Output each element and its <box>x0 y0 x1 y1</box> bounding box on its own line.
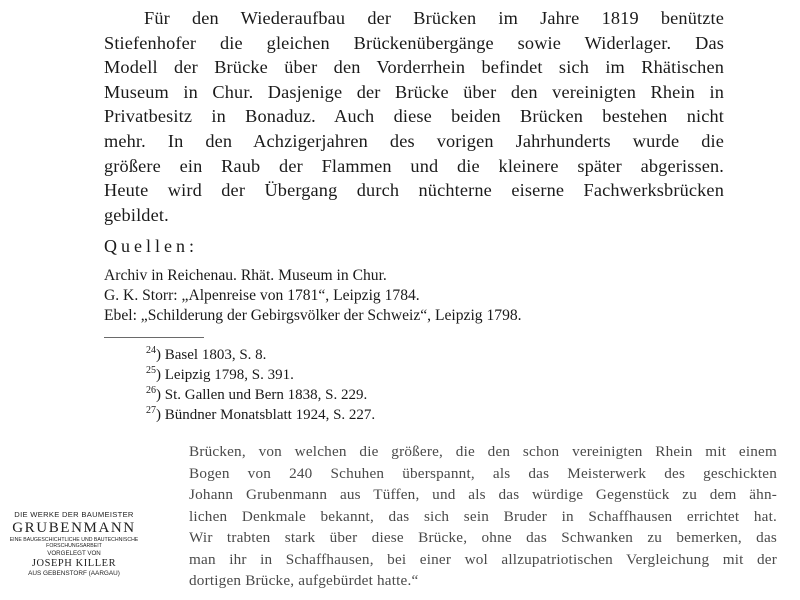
quote-line: Wir trabten stark über diese Brücke, ohne das Schwanken zu bemerken, das <box>189 529 777 546</box>
quote-line: Johann Grubenmann aus Tüffen, und als das würdige Gegenstück zu dem ähn- <box>189 486 777 503</box>
sources-heading: Quellen: <box>104 236 198 256</box>
footnote-text: ) Leipzig 1798, S. 391. <box>156 367 294 383</box>
stamp-main-title: GRUBENMANN <box>12 520 136 536</box>
quote-line: Bogen von 240 Schuhen überspannt, als das Meisterwerk des geschickten <box>189 464 777 482</box>
paragraph-line: größere ein Raub der Flammen und die kleinere später abgerissen. <box>104 155 724 176</box>
paragraph-line: mehr. In den Achzigerjahren des vorigen Jahrhunderts wurde die <box>104 130 724 151</box>
stamp-author: JOSEPH KILLER <box>31 558 117 569</box>
footnote <box>146 385 375 405</box>
book-stamp <box>4 510 144 578</box>
source-item: Ebel: „Schilderung der Gebirgsvölker der Schweiz“, Leipzig 1798. <box>104 307 522 324</box>
main-paragraph <box>104 6 724 227</box>
footnote-text: ) Bündner Monatsblatt 1924, S. 227. <box>156 407 376 423</box>
quote-block <box>189 441 777 592</box>
stamp-author-origin: AUS GEBENSTORF (AARGAU) <box>28 570 120 577</box>
paragraph-line: Stiefenhofer die gleichen Brückenübergänge sowie Widerlager. Das <box>104 32 724 53</box>
quote-line: dortigen Brücke, aufgebürdet hatte.“ <box>189 572 419 589</box>
source-item: G. K. Storr: „Alpenreise von 1781“, Leipzig 1784. <box>104 287 420 304</box>
paragraph-line: Für den Wiederaufbau der Brücken im Jahre 1819 benützte <box>144 8 724 28</box>
stamp-presented-by: VORGELEGT VON <box>47 550 101 557</box>
footnotes-list <box>146 345 375 425</box>
quote-line: Brücken, von welchen die größere, die den schon vereinigten Rhein mit einem <box>189 443 777 460</box>
stamp-subtitle: FORSCHUNGSARBEIT <box>46 543 102 549</box>
footnote-text: ) Basel 1803, S. 8. <box>156 347 267 363</box>
footnote-number: 24 <box>146 345 156 356</box>
quote-line: man ihr in Schaffhausen, bei einer wol allzupatriotischen Vergleichung mit der <box>189 550 777 568</box>
paragraph-line: gebildet. <box>104 204 169 225</box>
footnote-number: 27 <box>146 405 156 416</box>
paragraph-line: Modell der Brücke über den Vorderrhein befindet sich im Rhätischen <box>104 57 724 78</box>
paragraph-line: Privatbesitz in Bonaduz. Auch diese beiden Brücken bestehen nicht <box>104 106 724 127</box>
quote-line: lichen Denkmale bekannt, das sich sein Bruder in Schaffhausen errichtet hat. <box>189 507 777 525</box>
stamp-subtitle: EINE BAUGESCHICHTLICHE UND BAUTECHNISCHE <box>9 537 139 543</box>
paragraph-line: Museum in Chur. Dasjenige der Brücke über den vereinigten Rhein in <box>104 81 724 102</box>
footnote-number: 25 <box>146 365 156 376</box>
footnote <box>146 345 375 365</box>
footnote-divider <box>104 337 204 338</box>
footnote <box>146 365 375 385</box>
source-item: Archiv in Reichenau. Rhät. Museum in Chur. <box>104 267 387 284</box>
paragraph-line: Heute wird der Übergang durch nüchterne eiserne Fachwerksbrücken <box>104 180 724 201</box>
sources-list <box>104 266 522 326</box>
footnote-number: 26 <box>146 385 156 396</box>
stamp-series-title: DIE WERKE DER BAUMEISTER <box>14 510 134 519</box>
footnote <box>146 405 375 425</box>
footnote-text: ) St. Gallen und Bern 1838, S. 229. <box>156 387 368 403</box>
